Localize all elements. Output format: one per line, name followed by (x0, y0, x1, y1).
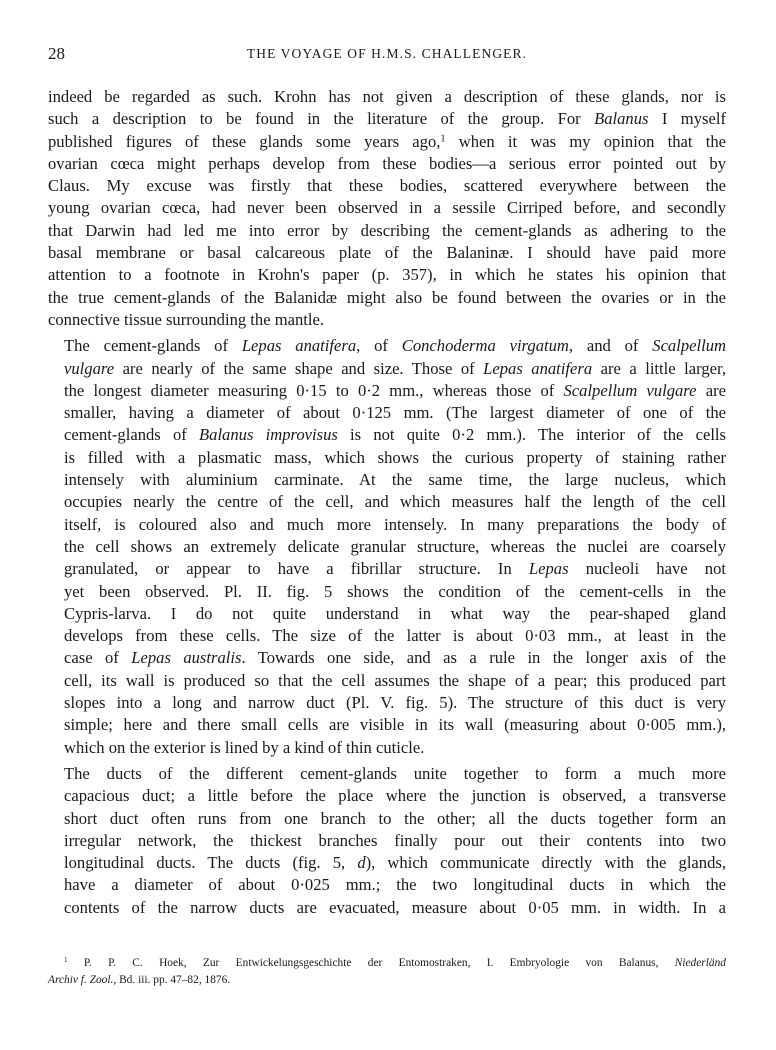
running-head: THE VOYAGE OF H.M.S. CHALLENGER. (246, 46, 528, 61)
text-line: intensely with aluminium carminate. At the same time, the large nucleus, which (64, 470, 726, 490)
paragraph-3 (48, 763, 726, 919)
text-line: published figures of these glands some years ago,$^1$ when it was my opinion that the (48, 131, 726, 151)
text-line: such a description to be found in the literature of the group. For Balanus I myself (48, 109, 726, 129)
text-line: cement-glands of Balanus improvisus is not quite 0·2 mm.). The interior of the cells (64, 425, 726, 445)
text-line: Cypris-larva. I do not quite understand in what way the pear-shaped gland (64, 603, 726, 623)
text-line: short duct often runs from one branch to the other; all the ducts together form an (64, 808, 726, 828)
text-line: connective tissue surrounding the mantle. (48, 309, 325, 329)
text-line: the cell shows an extremely delicate granular structure, whereas the nuclei are coarsely (64, 536, 726, 556)
text-line: Claus. My excuse was firstly that these bodies, scattered everywhere between the (48, 176, 726, 196)
text-line: that Darwin had led me into error by describing the cement-glands as adhering to the (48, 220, 726, 240)
text-line: The cement-glands of Lepas anatifera, of Conchoderma virgatum, and of Scalpellum (64, 336, 726, 356)
text-line: which on the exterior is lined by a kind of thin cuticle. (64, 737, 425, 757)
text-line: itself, is coloured also and much more intensely. In many preparations the body of (64, 514, 726, 534)
text-line: irregular network, the thickest branches finally pour out their contents into two (64, 830, 726, 850)
text-line: is filled with a plasmatic mass, which shows the curious property of staining rather (64, 447, 726, 467)
footnote-line: $^1$ P. P. C. Hoek, Zur Entwickelungsgeschichte der Entomostraken, I. Embryologie von Balanus, Niederländ (64, 956, 726, 969)
page-header (48, 44, 726, 68)
text-line: contents of the narrow ducts are evacuated, measure about 0·05 mm. in width. In a (64, 897, 726, 917)
text-line: develops from these cells. The size of the latter is about 0·03 mm., at least in the (64, 626, 726, 646)
text-line: longitudinal ducts. The ducts (fig. 5, d), which communicate directly with the glands, (64, 853, 726, 873)
text-line: smaller, having a diameter of about 0·125 mm. (The largest diameter of one of the (64, 403, 726, 423)
footnote-line: Archiv f. Zool., Bd. iii. pp. 47–82, 1876. (48, 973, 231, 986)
text-line: The ducts of the different cement-glands unite together to form a much more (64, 763, 726, 783)
text-line: cell, its wall is produced so that the cell assumes the shape of a pear; this produced part (64, 670, 726, 690)
body-text (48, 86, 726, 919)
text-line: yet been observed. Pl. II. fig. 5 shows the condition of the cement-cells in the (64, 581, 726, 601)
text-line: vulgare are nearly of the same shape and size. Those of Lepas anatifera are a little larger, (64, 358, 726, 378)
text-line: have a diameter of about 0·025 mm.; the two longitudinal ducts in which the (64, 875, 726, 895)
text-line: basal membrane or basal calcareous plate of the Balaninæ. I should have paid more (48, 243, 726, 263)
text-line: slopes into a long and narrow duct (Pl. V. fig. 5). The structure of this duct is very (64, 693, 726, 713)
paragraph-2 (48, 335, 726, 759)
text-line: capacious duct; a little before the place where the junction is observed, a transverse (64, 786, 726, 806)
text-line: case of Lepas australis. Towards one side, and as a rule in the longer axis of the (64, 648, 727, 668)
text-line: attention to a footnote in Krohn's paper (p. 357), in which he states his opinion that (48, 265, 726, 285)
page-number: 28 (48, 44, 65, 63)
text-line: simple; here and there small cells are visible in its wall (measuring about 0·005 mm.), (64, 715, 726, 735)
paragraph-1 (48, 86, 726, 331)
text-line: occupies nearly the centre of the cell, and which measures half the length of the cell (64, 492, 726, 512)
text-line: the true cement-glands of the Balanidæ might also be found between the ovaries or in the (48, 287, 726, 307)
text-line: indeed be regarded as such. Krohn has not given a description of these glands, nor is (48, 87, 726, 106)
footnote (48, 955, 726, 988)
text-line: young ovarian cœca, had never been observed in a sessile Cirriped before, and secondly (48, 198, 726, 218)
text-line: granulated, or appear to have a fibrillar structure. In Lepas nucleoli have not (64, 559, 726, 579)
text-line: the longest diameter measuring 0·15 to 0·2 mm., whereas those of Scalpellum vulgare are (64, 380, 726, 400)
text-line: ovarian cœca might perhaps develop from these bodies—a serious error pointed out by (48, 153, 726, 173)
